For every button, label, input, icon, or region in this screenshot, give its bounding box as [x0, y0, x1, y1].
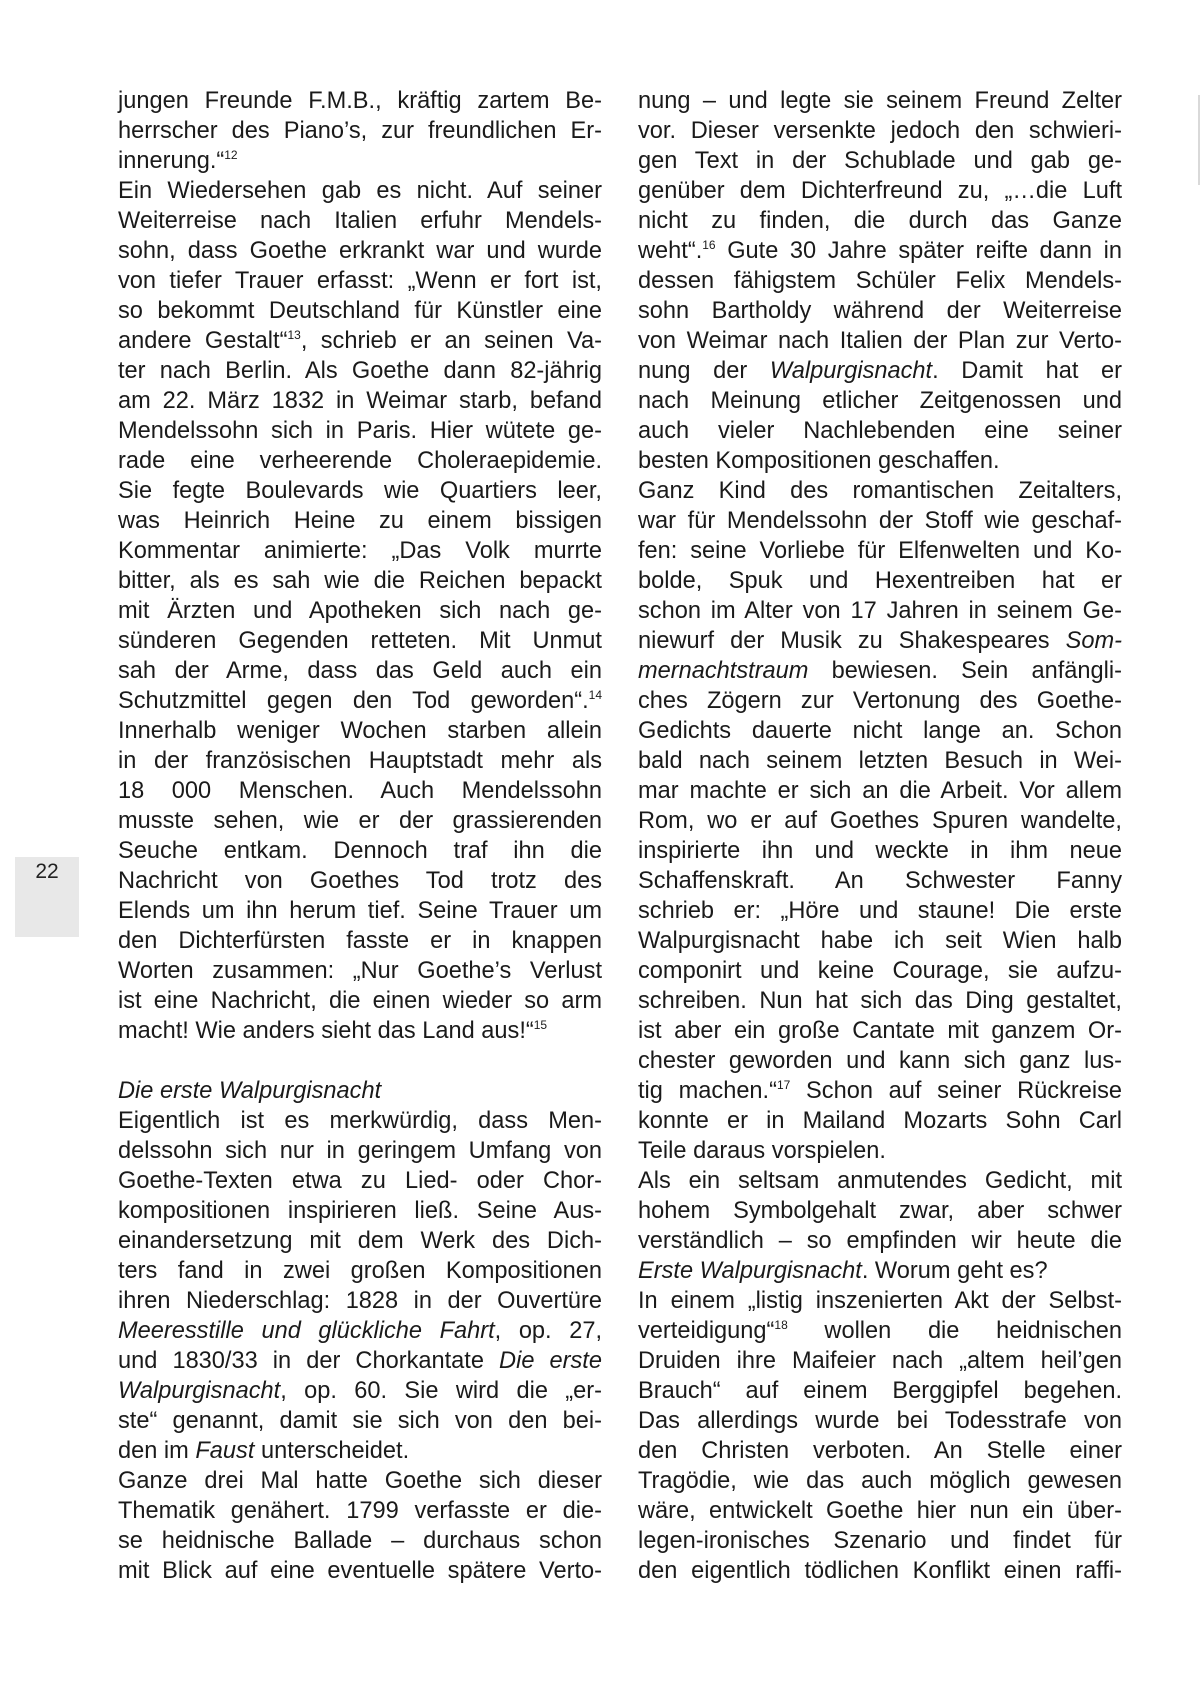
- text-line: [118, 386, 602, 416]
- text-line: [638, 416, 1122, 446]
- text-line: [638, 1496, 1122, 1526]
- text-line: [638, 296, 1122, 326]
- footnote-ref: 14: [588, 688, 602, 702]
- text-run: von Weimar nach Italien der Plan zur Verto-: [638, 328, 1122, 354]
- text-run: vor. Dieser versenkte jedoch den schwieri-: [638, 118, 1122, 144]
- text-line: [118, 1286, 602, 1316]
- text-run: In einem „listig inszenierten Akt der Selbst-: [638, 1288, 1122, 1314]
- text-run: Schutzmittel gegen den Tod geworden“.: [118, 688, 589, 714]
- text-run: schreiben. Nun hat sich das Ding gestaltet,: [638, 988, 1122, 1014]
- text-run: tig machen.“: [638, 1078, 777, 1104]
- text-run: Mendelssohn sich in Paris. Hier wütete ge-: [118, 418, 602, 444]
- text-line: [638, 1226, 1122, 1256]
- text-run: Elends um ihn herum tief. Seine Trauer um: [118, 898, 602, 924]
- text-line: [118, 176, 602, 206]
- text-run: ist aber ein große Cantate mit ganzem Or-: [638, 1018, 1122, 1044]
- text-run: Schaffenskraft. An Schwester Fanny: [638, 868, 1122, 894]
- text-line: [118, 506, 602, 536]
- text-run: Goethe-Texten etwa zu Lied- oder Chor-: [118, 1168, 602, 1194]
- text-run: konnte er in Mailand Mozarts Sohn Carl: [638, 1108, 1122, 1134]
- text-run: Worten zusammen: „Nur Goethe’s Verlust: [118, 958, 602, 984]
- text-line: [118, 1016, 602, 1046]
- text-run: Weiterreise nach Italien erfuhr Mendels-: [118, 208, 602, 234]
- footnote-ref: 17: [776, 1078, 791, 1092]
- text-line: [118, 716, 602, 746]
- text-run: bald nach seinem letzten Besuch in Wei-: [638, 748, 1122, 774]
- text-run: gen Text in der Schublade und gab ge-: [638, 148, 1122, 174]
- text-run: genüber dem Dichterfreund zu, „…die Luft: [638, 178, 1122, 204]
- text-run: auch vieler Nachlebenden eine seiner: [638, 418, 1122, 444]
- text-run: hohem Symbolgehalt zwar, aber schwer: [638, 1198, 1122, 1224]
- text-line: [638, 1046, 1122, 1076]
- text-run: mit Ärzten und Apotheken sich nach ge-: [118, 598, 602, 624]
- text-run: Gedichts dauerte nicht lange an. Schon: [638, 718, 1122, 744]
- text-run: Eigentlich ist es merkwürdig, dass Men-: [118, 1108, 602, 1134]
- text-run: macht! Wie anders sieht das Land aus!“: [118, 1018, 534, 1044]
- text-line: [638, 806, 1122, 836]
- footnote-ref: 16: [702, 238, 716, 252]
- text-run: sah der Arme, dass das Geld auch ein: [118, 658, 602, 684]
- text-line: [638, 86, 1122, 116]
- text-run: den im: [118, 1438, 196, 1464]
- text-line: [638, 1316, 1122, 1346]
- text-run: war für Mendelssohn der Stoff wie geschaf-: [638, 508, 1122, 534]
- text-run: andere Gestalt“: [118, 328, 288, 354]
- text-run: und 1830/33 in der Chorkantate: [118, 1348, 500, 1374]
- text-run: . Damit hat er: [932, 358, 1123, 384]
- page-number-tab: [15, 857, 79, 937]
- text-line: [638, 536, 1122, 566]
- text-run: nicht zu finden, die durch das Ganze: [638, 208, 1122, 234]
- text-line: [118, 656, 602, 686]
- text-run: Thematik genähert. 1799 verfasste er die-: [118, 1498, 602, 1524]
- text-run: niewurf der Musik zu Shakespeares: [638, 628, 1066, 654]
- text-run: Ganz Kind des romantischen Zeitalters,: [638, 478, 1122, 504]
- text-line: [638, 236, 1122, 266]
- text-run: bitter, als es sah wie die Reichen bepackt: [118, 568, 602, 594]
- text-run: Brauch“ auf einem Berggipfel begehen.: [638, 1378, 1122, 1404]
- text-run: Gute 30 Jahre später reifte dann in: [715, 238, 1122, 264]
- text-run: Nachricht von Goethes Tod trotz des: [118, 868, 602, 894]
- text-line: [638, 356, 1122, 386]
- text-line: [118, 146, 602, 176]
- text-line: [118, 116, 602, 146]
- italic-run: Die erste: [499, 1348, 602, 1374]
- text-run: , op. 27,: [494, 1318, 602, 1344]
- text-run: nung – und legte sie seinem Freund Zelter: [638, 88, 1122, 114]
- text-line: [118, 86, 602, 116]
- text-line: [118, 416, 602, 446]
- page-number: 22: [35, 860, 59, 883]
- text-line: [638, 1526, 1122, 1556]
- italic-run: Walpurgisnacht: [118, 1378, 281, 1404]
- text-line: [638, 1376, 1122, 1406]
- text-run: sünderen Gegenden retteten. Mit Unmut: [118, 628, 602, 654]
- text-run: Druiden ihre Maifeier nach „altem heil’gen: [638, 1348, 1122, 1374]
- text-line: [638, 476, 1122, 506]
- text-run: delssohn sich nur in geringem Umfang von: [118, 1138, 602, 1164]
- text-line: [638, 206, 1122, 236]
- text-run: sohn Bartholdy während der Weiterreise: [638, 298, 1122, 324]
- text-line: [638, 116, 1122, 146]
- text-run: besten Kompositionen geschaffen.: [638, 448, 1000, 474]
- text-run: den eigentlich tödlichen Konflikt einen raffi-: [638, 1558, 1122, 1584]
- text-run: Kommentar animierte: „Das Volk murrte: [118, 538, 602, 564]
- text-line: [118, 1556, 602, 1586]
- text-line: [638, 1136, 1122, 1166]
- text-line: [118, 296, 602, 326]
- text-line: [118, 926, 602, 956]
- italic-run: Walpurgisnacht: [769, 358, 933, 384]
- italic-run: Faust: [195, 1438, 255, 1464]
- text-line: [638, 986, 1122, 1016]
- text-line: [638, 686, 1122, 716]
- text-line: [118, 1466, 602, 1496]
- text-run: mar machte er sich an die Arbeit. Vor allem: [638, 778, 1122, 804]
- text-run: nach Meinung etlicher Zeitgenossen und: [638, 388, 1122, 414]
- text-run: Walpurgisnacht habe ich seit Wien halb: [638, 928, 1122, 954]
- text-run: legen-ironisches Szenario und findet für: [638, 1528, 1122, 1554]
- text-line: [118, 956, 602, 986]
- italic-run: Som-: [1065, 628, 1122, 654]
- text-line: [638, 1106, 1122, 1136]
- text-run: den Dichterfürsten fasste er in knappen: [118, 928, 602, 954]
- text-line: [118, 1166, 602, 1196]
- text-line: [118, 236, 602, 266]
- text-line: [638, 896, 1122, 926]
- text-line: [118, 806, 602, 836]
- footnote-ref: 12: [224, 148, 238, 162]
- text-run: weht“.: [638, 238, 703, 264]
- text-line: [118, 356, 602, 386]
- text-run: verteidigung“: [638, 1318, 775, 1344]
- text-line: [638, 1436, 1122, 1466]
- text-run: herrscher des Piano’s, zur freundlichen Er-: [118, 118, 602, 144]
- text-line: [638, 266, 1122, 296]
- italic-run: mernachtstraum: [638, 658, 809, 684]
- italic-run: Meeresstille und glückliche Fahrt: [118, 1318, 495, 1344]
- text-line: [638, 1166, 1122, 1196]
- text-run: Innerhalb weniger Wochen starben allein: [118, 718, 602, 744]
- text-line: [638, 1556, 1122, 1586]
- text-run: so bekommt Deutschland für Künstler eine: [118, 298, 602, 324]
- text-run: fen: seine Vorliebe für Elfenwelten und Ko-: [638, 538, 1122, 564]
- text-line: [118, 596, 602, 626]
- text-run: unterscheidet.: [254, 1438, 410, 1464]
- text-line: [638, 446, 1122, 476]
- text-line: [638, 326, 1122, 356]
- text-line: [118, 836, 602, 866]
- text-line: [118, 626, 602, 656]
- text-line: [118, 1376, 602, 1406]
- text-line: [118, 446, 602, 476]
- text-line: [638, 626, 1122, 656]
- text-line: [118, 1226, 602, 1256]
- text-line: [118, 1196, 602, 1226]
- text-line: [638, 596, 1122, 626]
- text-line: [638, 1076, 1122, 1106]
- text-run: , op. 60. Sie wird die „er-: [280, 1378, 602, 1404]
- text-line: [638, 1406, 1122, 1436]
- text-run: . Worum geht es?: [861, 1258, 1048, 1284]
- text-line: [638, 1016, 1122, 1046]
- text-line: [638, 716, 1122, 746]
- text-run: Als ein seltsam anmutendes Gedicht, mit: [638, 1168, 1122, 1194]
- text-line: [118, 866, 602, 896]
- text-run: wäre, entwickelt Goethe hier nun ein über-: [638, 1498, 1122, 1524]
- text-run: kompositionen inspirieren ließ. Seine Aus-: [118, 1198, 602, 1224]
- text-line: [638, 1286, 1122, 1316]
- text-run: dessen fähigstem Schüler Felix Mendels-: [638, 268, 1122, 294]
- italic-run: Erste Walpurgisnacht: [638, 1258, 862, 1284]
- text-line: [118, 1526, 602, 1556]
- text-line: [118, 1436, 602, 1466]
- text-run: verständlich – so empfinden wir heute die: [638, 1228, 1122, 1254]
- text-line: [638, 656, 1122, 686]
- text-run: mit Blick auf eine eventuelle spätere Verto-: [118, 1558, 602, 1584]
- text-line: [638, 566, 1122, 596]
- text-line: [638, 866, 1122, 896]
- text-run: von tiefer Trauer erfasst: „Wenn er fort ist,: [118, 268, 602, 294]
- text-line: [118, 266, 602, 296]
- text-run: ste“ genannt, damit sie sich von den bei-: [118, 1408, 602, 1434]
- text-line: [118, 326, 602, 356]
- text-run: Rom, wo er auf Goethes Spuren wandelte,: [638, 808, 1122, 834]
- text-run: wollen die heidnischen: [787, 1318, 1122, 1344]
- text-run: jungen Freunde F.M.B., kräftig zartem Be-: [118, 88, 602, 114]
- text-run: ter nach Berlin. Als Goethe dann 82-jährig: [118, 358, 602, 384]
- text-line: [118, 476, 602, 506]
- text-run: innerung.“: [118, 148, 225, 174]
- text-run: ihren Niederschlag: 1828 in der Ouvertüre: [118, 1288, 602, 1314]
- text-run: bolde, Spuk und Hexentreiben hat er: [638, 568, 1122, 594]
- text-line: [118, 896, 602, 926]
- text-line: [638, 776, 1122, 806]
- text-run: was Heinrich Heine zu einem bissigen: [118, 508, 602, 534]
- text-run: Seuche entkam. Dennoch traf ihn die: [118, 838, 602, 864]
- text-run: einandersetzung mit dem Werk des Dich-: [118, 1228, 602, 1254]
- footnote-ref: 13: [287, 328, 301, 342]
- text-line: [118, 1406, 602, 1436]
- text-run: bewiesen. Sein anfängli-: [808, 658, 1122, 684]
- text-line: [118, 536, 602, 566]
- text-line: [118, 1256, 602, 1286]
- text-run: Sie fegte Boulevards wie Quartiers leer,: [118, 478, 602, 504]
- footnote-ref: 15: [533, 1018, 548, 1032]
- text-run: schon im Alter von 17 Jahren in seinem Ge-: [638, 598, 1122, 624]
- text-run: sohn, dass Goethe erkrankt war und wurde: [118, 238, 602, 264]
- text-line: [638, 836, 1122, 866]
- text-line: [638, 1196, 1122, 1226]
- text-line: [118, 746, 602, 776]
- text-line: [118, 1136, 602, 1166]
- text-line: [638, 1256, 1122, 1286]
- text-line: [638, 146, 1122, 176]
- text-run: inspirierte ihn und weckte in ihm neue: [638, 838, 1122, 864]
- text-line: [118, 1046, 602, 1076]
- text-line: [118, 1346, 602, 1376]
- text-run: Teile daraus vorspielen.: [638, 1138, 886, 1164]
- text-run: musste sehen, wie er der grassierenden: [118, 808, 602, 834]
- text-line: [118, 1496, 602, 1526]
- text-run: chester geworden und kann sich ganz lus-: [638, 1048, 1122, 1074]
- text-run: ches Zögern zur Vertonung des Goethe-: [638, 688, 1122, 714]
- text-line: [118, 1106, 602, 1136]
- text-line: [118, 1316, 602, 1346]
- text-run: Ein Wiedersehen gab es nicht. Auf seiner: [118, 178, 602, 204]
- text-run: Tragödie, wie das auch möglich gewesen: [638, 1468, 1122, 1494]
- text-line: [638, 1346, 1122, 1376]
- footnote-ref: 18: [774, 1318, 788, 1332]
- text-run: ist eine Nachricht, die einen wieder so arm: [118, 988, 602, 1014]
- text-run: ters fand in zwei großen Kompositionen: [118, 1258, 602, 1284]
- text-run: componirt und keine Courage, sie aufzu-: [638, 958, 1122, 984]
- text-run: rade eine verheerende Choleraepidemie.: [118, 448, 602, 474]
- text-line: [638, 176, 1122, 206]
- text-line: [638, 1466, 1122, 1496]
- text-run: Das allerdings wurde bei Todesstrafe von: [638, 1408, 1122, 1434]
- text-line: [638, 746, 1122, 776]
- italic-run: Die erste Walpurgisnacht: [118, 1078, 382, 1104]
- text-line: [118, 986, 602, 1016]
- text-line: [118, 776, 602, 806]
- text-run: 18 000 Menschen. Auch Mendelssohn: [118, 778, 602, 804]
- text-line: [118, 686, 602, 716]
- text-run: Ganze drei Mal hatte Goethe sich dieser: [118, 1468, 602, 1494]
- text-line: [638, 956, 1122, 986]
- text-column-left: [118, 86, 602, 1586]
- text-run: schrieb er: „Höre und staune! Die erste: [638, 898, 1122, 924]
- text-line: [118, 206, 602, 236]
- text-run: nung der: [638, 358, 770, 384]
- text-column-right: [638, 86, 1122, 1586]
- text-line: [638, 926, 1122, 956]
- text-run: , schrieb er an seinen Va-: [300, 328, 603, 354]
- text-run: se heidnische Ballade – durchaus schon: [118, 1528, 602, 1554]
- text-line: [118, 566, 602, 596]
- text-run: Schon auf seiner Rückreise: [790, 1078, 1123, 1104]
- text-line: [638, 506, 1122, 536]
- text-run: in der französischen Hauptstadt mehr als: [118, 748, 602, 774]
- text-run: am 22. März 1832 in Weimar starb, befand: [118, 388, 602, 414]
- text-run: den Christen verboten. An Stelle einer: [638, 1438, 1122, 1464]
- text-line: [638, 386, 1122, 416]
- text-line: [118, 1076, 602, 1106]
